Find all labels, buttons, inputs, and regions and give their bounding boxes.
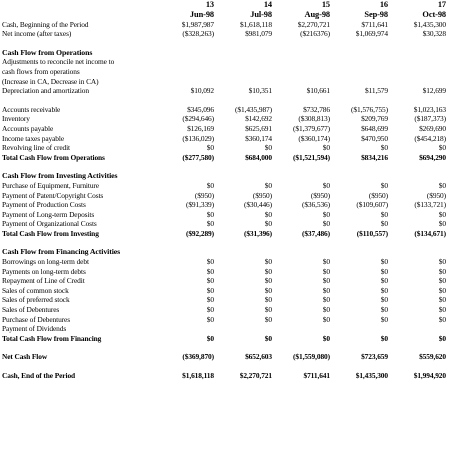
- value-cell: [274, 57, 332, 67]
- row-label: Adjustments to reconcile net income to: [2, 57, 115, 67]
- row-income-taxes-payable: [2, 134, 448, 144]
- row-cash-flow-investing-heading: [2, 171, 448, 181]
- row-revolving-line-of-credit: [2, 143, 448, 153]
- value-cell: $0: [264, 266, 272, 276]
- value-cell: $0: [322, 143, 330, 153]
- row-adjustments-text-1: [2, 57, 448, 67]
- row-label: Sales of preferred stock: [2, 295, 70, 305]
- row-cash-beginning-of-period: [2, 20, 448, 30]
- value-cell: $1,987,987: [181, 19, 214, 29]
- value-cell: $10,351: [248, 86, 272, 96]
- value-cell: [390, 67, 448, 77]
- spacer-cell: [2, 162, 448, 171]
- period-header: [2, 0, 448, 20]
- value-cell: $0: [438, 314, 446, 324]
- period-month: Jun-98: [189, 10, 214, 19]
- value-cell: [332, 77, 390, 87]
- row-purchase-debentures: [2, 315, 448, 325]
- value-cell: $0: [322, 180, 330, 190]
- value-cell: [274, 171, 332, 181]
- row-label: (Increase in CA, Decrease in CA): [2, 76, 99, 86]
- value-cell: $0: [322, 219, 330, 229]
- row-sales-preferred-stock: [2, 295, 448, 305]
- value-cell: [390, 57, 448, 67]
- value-cell: $0: [438, 295, 446, 305]
- row-label: Purchase of Debentures: [2, 314, 70, 324]
- value-cell: ($308,813): [298, 114, 330, 124]
- value-cell: $0: [206, 285, 214, 295]
- value-cell: ($328,263): [182, 29, 214, 39]
- value-cell: $0: [264, 285, 272, 295]
- header-blank-cell: [2, 0, 158, 10]
- value-cell: $126,169: [187, 123, 214, 133]
- value-cell: $0: [206, 276, 214, 286]
- value-cell: $10,661: [306, 86, 330, 96]
- header-blank-cell: [2, 10, 158, 20]
- value-cell: ($36,536): [301, 200, 330, 210]
- value-cell: $0: [380, 276, 388, 286]
- value-cell: ($30,446): [243, 200, 272, 210]
- value-cell: $0: [438, 180, 446, 190]
- value-cell: $0: [264, 180, 272, 190]
- value-cell: $0: [322, 285, 330, 295]
- spacer-row: [2, 39, 448, 48]
- value-cell: [332, 57, 390, 67]
- value-cell: $732,786: [303, 104, 330, 114]
- period-number: 15: [321, 0, 330, 9]
- value-cell: [274, 247, 332, 257]
- value-cell: ($294,646): [182, 114, 214, 124]
- row-label: Accounts payable: [2, 123, 54, 133]
- spacer-cell: [2, 238, 448, 247]
- cash-flow-table: [2, 0, 448, 381]
- value-cell: [158, 324, 216, 334]
- row-label: Income taxes payable: [2, 133, 65, 143]
- row-label: Purchase of Equipment, Furniture: [2, 180, 99, 190]
- row-label: cash flows from operations: [2, 66, 80, 76]
- value-cell: $0: [264, 305, 272, 315]
- row-long-term-deposits: [2, 210, 448, 220]
- row-purchase-equipment: [2, 181, 448, 191]
- period-month-row: [2, 10, 448, 20]
- value-cell: $0: [264, 314, 272, 324]
- value-cell: $1,994,920: [413, 371, 446, 380]
- row-label: Payment of Dividends: [2, 324, 67, 334]
- value-cell: [216, 77, 274, 87]
- value-cell: $0: [322, 295, 330, 305]
- period-number: 16: [379, 0, 388, 9]
- row-label: Borrowings on long-term debt: [2, 257, 89, 267]
- value-cell: $269,690: [419, 123, 446, 133]
- value-cell: ($1,435,987): [235, 104, 272, 114]
- value-cell: $723,659: [361, 352, 388, 362]
- value-cell: $648,699: [361, 123, 388, 133]
- row-net-income: [2, 29, 448, 39]
- period-month: Jul-98: [250, 10, 272, 19]
- row-label: Total Cash Flow from Financing: [2, 333, 102, 343]
- value-cell: ($454,218): [414, 133, 446, 143]
- value-cell: $0: [322, 333, 330, 343]
- value-cell: $0: [380, 266, 388, 276]
- value-cell: $0: [380, 314, 388, 324]
- spacer-row: [2, 343, 448, 352]
- row-label: Total Cash Flow from Operations: [2, 152, 105, 162]
- row-label: Accounts receivable: [2, 104, 61, 114]
- row-label: Net income (after taxes): [2, 29, 72, 39]
- value-cell: [216, 67, 274, 77]
- value-cell: $470,950: [361, 133, 388, 143]
- row-adjustments-text-3: [2, 77, 448, 87]
- row-total-cash-flow-financing: [2, 334, 448, 344]
- value-cell: $694,290: [419, 152, 446, 162]
- value-cell: [390, 171, 448, 181]
- value-cell: $0: [438, 266, 446, 276]
- row-payments-long-term-debts: [2, 267, 448, 277]
- value-cell: [158, 67, 216, 77]
- value-cell: $30,328: [422, 29, 446, 39]
- value-cell: [390, 48, 448, 58]
- row-sales-debentures: [2, 305, 448, 315]
- row-label: Cash, End of the Period: [2, 371, 76, 380]
- value-cell: $0: [322, 209, 330, 219]
- row-label: Depreciation and amortization: [2, 86, 89, 96]
- value-cell: $0: [438, 285, 446, 295]
- value-cell: ($1,379,677): [293, 123, 330, 133]
- value-cell: [216, 247, 274, 257]
- row-label: Total Cash Flow from Investing: [2, 228, 99, 238]
- value-cell: $711,641: [361, 19, 388, 29]
- value-cell: [332, 48, 390, 58]
- value-cell: ($92,289): [185, 228, 214, 238]
- value-cell: [390, 247, 448, 257]
- value-cell: $0: [380, 257, 388, 267]
- row-label: Cash, Beginning of the Period: [2, 19, 89, 29]
- value-cell: ($133,721): [414, 200, 446, 210]
- value-cell: $834,216: [361, 152, 388, 162]
- cash-flow-rows: [2, 20, 448, 381]
- value-cell: $0: [438, 257, 446, 267]
- value-cell: $11,579: [364, 86, 388, 96]
- value-cell: $142,692: [245, 114, 272, 124]
- value-cell: ($216376): [300, 29, 330, 39]
- value-cell: $0: [380, 333, 388, 343]
- row-label: Sales of common stock: [2, 285, 69, 295]
- value-cell: $2,270,721: [297, 19, 330, 29]
- spacer-cell: [2, 96, 448, 105]
- value-cell: [274, 67, 332, 77]
- row-repayment-line-of-credit: [2, 276, 448, 286]
- value-cell: [390, 324, 448, 334]
- value-cell: $0: [438, 305, 446, 315]
- row-adjustments-text-2: [2, 67, 448, 77]
- value-cell: [332, 171, 390, 181]
- row-sales-common-stock: [2, 286, 448, 296]
- value-cell: $0: [380, 219, 388, 229]
- value-cell: ($109,607): [356, 200, 388, 210]
- value-cell: $981,079: [245, 29, 272, 39]
- value-cell: ($950): [252, 190, 272, 200]
- spacer-cell: [2, 343, 448, 352]
- value-cell: ($1,576,755): [351, 104, 388, 114]
- value-cell: [158, 247, 216, 257]
- value-cell: $0: [322, 314, 330, 324]
- row-label: Repayment of Line of Credit: [2, 276, 85, 286]
- value-cell: [332, 247, 390, 257]
- row-label: Sales of Debentures: [2, 305, 60, 315]
- period-number-row: [2, 0, 448, 10]
- value-cell: $0: [380, 285, 388, 295]
- row-label: Cash Flow from Operations: [2, 47, 93, 57]
- spacer-cell: [2, 39, 448, 48]
- value-cell: $0: [322, 266, 330, 276]
- value-cell: [216, 171, 274, 181]
- value-cell: $0: [206, 180, 214, 190]
- value-cell: [216, 324, 274, 334]
- value-cell: ($950): [368, 190, 388, 200]
- value-cell: ($134,671): [414, 228, 446, 238]
- value-cell: $2,270,721: [239, 371, 272, 380]
- row-accounts-receivable: [2, 105, 448, 115]
- row-label: Cash Flow from Investing Activities: [2, 171, 118, 181]
- value-cell: ($136,029): [182, 133, 214, 143]
- value-cell: $0: [322, 257, 330, 267]
- row-accounts-payable: [2, 124, 448, 134]
- value-cell: ($91,339): [185, 200, 214, 210]
- value-cell: $684,000: [245, 152, 272, 162]
- value-cell: $345,096: [187, 104, 214, 114]
- value-cell: $0: [380, 143, 388, 153]
- value-cell: $0: [206, 314, 214, 324]
- value-cell: ($950): [310, 190, 330, 200]
- spacer-cell: [2, 362, 448, 371]
- row-production-costs: [2, 200, 448, 210]
- value-cell: ($950): [194, 190, 214, 200]
- row-label: Payment of Organizational Costs: [2, 219, 97, 229]
- row-label: Net Cash Flow: [2, 352, 48, 362]
- value-cell: $0: [322, 305, 330, 315]
- row-label: Payments on long-term debts: [2, 266, 86, 276]
- value-cell: [332, 324, 390, 334]
- value-cell: ($277,580): [182, 152, 214, 162]
- row-label: Revolving line of credit: [2, 143, 70, 153]
- value-cell: [216, 57, 274, 67]
- value-cell: $0: [206, 295, 214, 305]
- value-cell: ($110,557): [356, 228, 388, 238]
- row-payment-dividends: [2, 324, 448, 334]
- value-cell: $0: [264, 209, 272, 219]
- period-month: Aug-98: [304, 10, 330, 19]
- value-cell: $0: [206, 305, 214, 315]
- value-cell: ($31,396): [243, 228, 272, 238]
- value-cell: $0: [206, 257, 214, 267]
- value-cell: $559,620: [419, 352, 446, 362]
- row-cash-end-of-period: [2, 371, 448, 381]
- value-cell: $1,618,118: [240, 19, 272, 29]
- row-organizational-costs: [2, 219, 448, 229]
- value-cell: $0: [438, 219, 446, 229]
- value-cell: [332, 67, 390, 77]
- row-label: Inventory: [2, 114, 30, 124]
- value-cell: $0: [438, 333, 446, 343]
- value-cell: $0: [206, 266, 214, 276]
- value-cell: $0: [264, 333, 272, 343]
- value-cell: $0: [322, 276, 330, 286]
- value-cell: $0: [264, 276, 272, 286]
- value-cell: ($360,174): [298, 133, 330, 143]
- value-cell: ($369,870): [182, 352, 214, 362]
- value-cell: [158, 171, 216, 181]
- row-depreciation-amortization: [2, 86, 448, 96]
- value-cell: $12,699: [422, 86, 446, 96]
- value-cell: $1,069,974: [355, 29, 388, 39]
- value-cell: [158, 57, 216, 67]
- value-cell: $1,618,118: [182, 371, 214, 380]
- value-cell: [274, 324, 332, 334]
- value-cell: $652,603: [245, 352, 272, 362]
- period-number: 17: [437, 0, 446, 9]
- value-cell: ($187,373): [414, 114, 446, 124]
- row-label: Payment of Production Costs: [2, 200, 86, 210]
- value-cell: $0: [380, 180, 388, 190]
- row-total-cash-flow-operations: [2, 153, 448, 163]
- spacer-row: [2, 162, 448, 171]
- row-cash-flow-operations-heading: [2, 48, 448, 58]
- value-cell: [158, 48, 216, 58]
- value-cell: $1,435,300: [413, 19, 446, 29]
- row-patent-copyright-costs: [2, 191, 448, 201]
- value-cell: $0: [206, 143, 214, 153]
- value-cell: $0: [206, 209, 214, 219]
- row-label: Payment of Patent/Copyright Costs: [2, 190, 104, 200]
- spacer-row: [2, 362, 448, 371]
- row-cash-flow-financing-heading: [2, 247, 448, 257]
- value-cell: $0: [264, 295, 272, 305]
- value-cell: $0: [264, 257, 272, 267]
- row-inventory: [2, 114, 448, 124]
- value-cell: $209,769: [361, 114, 388, 124]
- row-total-cash-flow-investing: [2, 229, 448, 239]
- value-cell: $0: [264, 219, 272, 229]
- value-cell: [158, 77, 216, 87]
- row-label: Cash Flow from Financing Activities: [2, 247, 121, 257]
- row-net-cash-flow: [2, 352, 448, 362]
- period-number: 13: [205, 0, 214, 9]
- row-borrowings-long-term-debt: [2, 257, 448, 267]
- period-month: Oct-98: [422, 10, 446, 19]
- value-cell: $0: [264, 143, 272, 153]
- spacer-row: [2, 96, 448, 105]
- value-cell: ($950): [426, 190, 446, 200]
- value-cell: $0: [438, 209, 446, 219]
- value-cell: ($1,521,594): [293, 152, 330, 162]
- value-cell: $10,092: [190, 86, 214, 96]
- value-cell: $1,435,300: [355, 371, 388, 380]
- value-cell: [216, 48, 274, 58]
- period-number: 14: [263, 0, 272, 9]
- value-cell: [274, 77, 332, 87]
- value-cell: $0: [438, 276, 446, 286]
- value-cell: $711,641: [303, 371, 330, 380]
- value-cell: $625,691: [245, 123, 272, 133]
- value-cell: $0: [380, 295, 388, 305]
- value-cell: ($1,559,080): [293, 352, 330, 362]
- period-month: Sep-98: [364, 10, 388, 19]
- value-cell: $0: [380, 209, 388, 219]
- value-cell: $1,023,163: [413, 104, 446, 114]
- value-cell: [390, 77, 448, 87]
- value-cell: $360,174: [245, 133, 272, 143]
- spacer-row: [2, 238, 448, 247]
- value-cell: ($37,486): [301, 228, 330, 238]
- value-cell: $0: [438, 143, 446, 153]
- value-cell: [274, 48, 332, 58]
- value-cell: $0: [206, 333, 214, 343]
- value-cell: $0: [380, 305, 388, 315]
- value-cell: $0: [206, 219, 214, 229]
- row-label: Payment of Long-term Deposits: [2, 209, 95, 219]
